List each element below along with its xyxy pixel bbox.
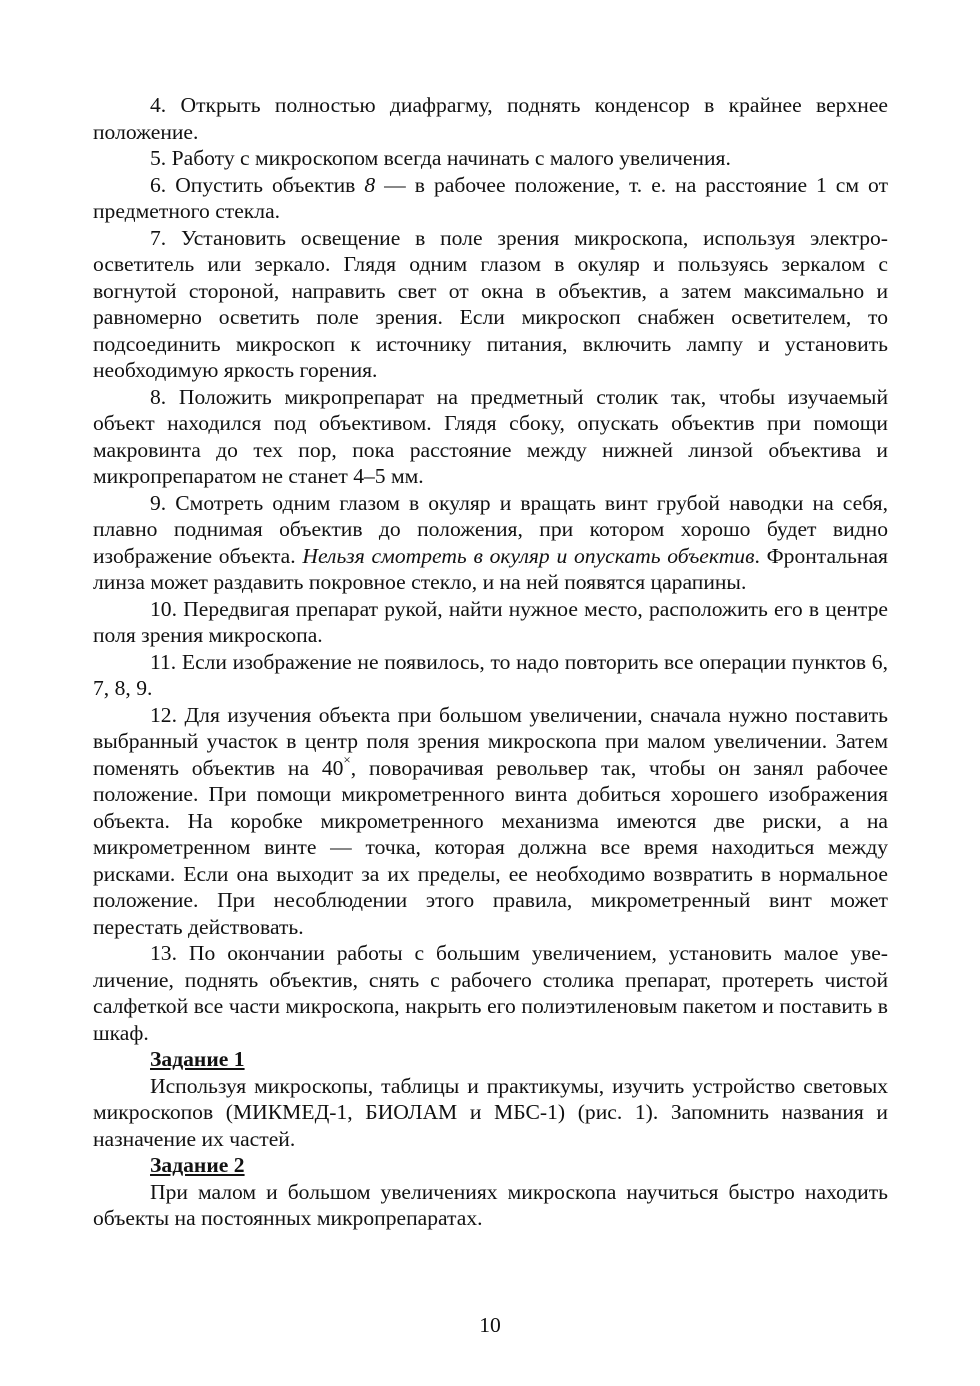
paragraph-step-4: 4. Открыть полностью диафрагму, поднять конденсор в крайнее верхнее положение. <box>93 93 888 144</box>
paragraph-step-9 <box>93 490 888 596</box>
task-2-title: Задание 2 <box>150 1153 245 1177</box>
step-9-rest: . Фронтальная линза может раздавить покровное стекло, и на ней появятся царапины. <box>93 543 888 594</box>
task-1-title: Задание 1 <box>150 1047 245 1071</box>
step-6-rest: — в рабочее положение, т. е. на расстояние 1 см от предметного стекла. <box>93 172 888 223</box>
paragraph-step-6 <box>93 172 888 225</box>
task-1-text: Используя микроскопы, таблицы и практикумы, изучить устройство световых микроскопов (МИКМЕД-1, БИОЛАМ и МБС-1) (рис. 1). Запомнить названия и назначение их частей. <box>93 1073 888 1151</box>
paragraph-step-13: 13. По окончании работы с большим увеличением, установить малое увеличение, поднять объектив, снять с рабочего столика препарат, протереть чистой салфеткой все части микроскопа, накрыть его полиэтиленовым пакетом и поставить в шкаф. <box>93 941 888 1045</box>
document-body <box>93 92 888 1232</box>
step-6-lead: 6. Опустить объектив <box>150 172 365 197</box>
step-12-rest: , поворачивая револьвер так, чтобы он занял рабочее положение. При помощи микрометренного винта добиться хорошего изображения объекта. На коробке микрометренного механизма имеются две риски, а на микрометренном винте — точка, которая должна все время находиться между рисками. Если она выходит за их пределы, ее необходимо возвратить в нормальное положение. При несоблюдении этого правила, микрометренный винт может перестать действовать. <box>93 755 888 939</box>
paragraph-step-7: 7. Установить освещение в поле зрения микроскопа, используя электроосветитель или зеркало. Глядя одним глазом в окуляр и пользуясь зеркалом с вогнутой стороной, направить свет от окна в объектив, а затем максимально и равномерно осветить поле зрения. Если микроскоп снабжен осветителем, то подсоединить микроскоп к источнику питания, включить лампу и установить необходимую яркость горения. <box>93 225 888 382</box>
step-12-lead: 12. Для изучения объекта при большом увеличении, сначала нужно поставить выбранный участок в центр поля зрения микроскопа при малом увеличении. Затем поменять объектив на 40 <box>93 702 888 780</box>
magnification-sign: × <box>343 752 351 768</box>
paragraph-step-10: 10. Передвигая препарат рукой, найти нужное место, расположить его в центре поля зрения микроскопа. <box>93 596 888 647</box>
page-number: 10 <box>479 1313 501 1337</box>
step-9-lead: 9. Смотреть одним глазом в окуляр и вращать винт грубой наводки на себя, плавно поднимая объектив до положения, при котором хорошо будет видно изображение объекта. <box>93 490 888 568</box>
paragraph-step-11: 11. Если изображение не появилось, то надо повторить все операции пунктов 6, 7, 8, 9. <box>93 649 888 700</box>
paragraph-step-12 <box>93 702 888 941</box>
warning-text: Нельзя смотреть в окуляр и опускать объектив <box>302 543 755 568</box>
objective-number: 8 <box>364 172 376 197</box>
paragraph-step-5: 5. Работу с микроскопом всегда начинать с малого увеличения. <box>150 146 731 170</box>
task-2-text: При малом и большом увеличениях микроскопа научиться быстро находить объекты на постоянных микропрепаратах. <box>93 1179 888 1230</box>
paragraph-step-8: 8. Положить микропрепарат на предметный столик так, чтобы изучаемый объект находился под объективом. Глядя сбоку, опускать объектив при помощи макровинта до тех пор, пока расстояние между нижней линзой объектива и микропрепаратом не станет 4–5 мм. <box>93 384 888 488</box>
